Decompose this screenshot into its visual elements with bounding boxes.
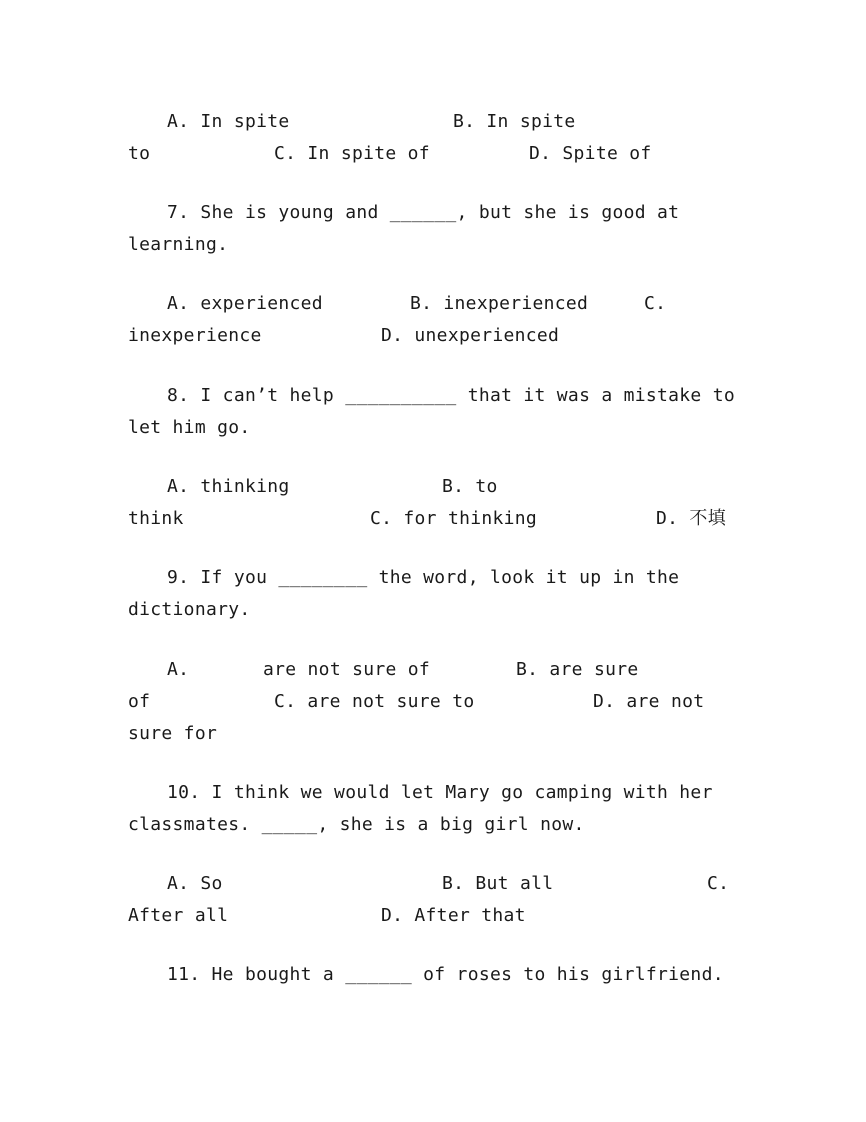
q8-option-b-continued: think bbox=[128, 508, 184, 529]
q7-option-a: A. experienced bbox=[167, 293, 323, 314]
q9-option-b-continued: of bbox=[128, 691, 151, 712]
q10-option-c: C. bbox=[707, 873, 730, 894]
q9-stem-line2: dictionary. bbox=[128, 599, 251, 620]
q8-option-d: D. 不填 bbox=[656, 508, 727, 529]
q8-option-b: B. to bbox=[442, 476, 498, 497]
q6-option-b: B. In spite bbox=[453, 111, 576, 132]
q10-stem-line2: classmates. _____, she is a big girl now. bbox=[128, 814, 585, 835]
q8-stem-line1: 8. I can’t help __________ that it was a mistake to bbox=[167, 385, 735, 406]
q7-stem-line1: 7. She is young and ______, but she is good at bbox=[167, 202, 680, 223]
q10-option-d: D. After that bbox=[381, 905, 526, 926]
q10-option-c-continued: After all bbox=[128, 905, 229, 926]
q10-stem-line1: 10. I think we would let Mary go camping with her bbox=[167, 782, 713, 803]
q6-option-a: A. In spite bbox=[167, 111, 290, 132]
q10-option-a: A. So bbox=[167, 873, 223, 894]
q9-option-a-text: are not sure of bbox=[263, 659, 431, 680]
q8-option-a: A. thinking bbox=[167, 476, 290, 497]
q9-stem-line1: 9. If you ________ the word, look it up in the bbox=[167, 567, 680, 588]
q8-stem-line2: let him go. bbox=[128, 417, 251, 438]
q6-option-c: C. In spite of bbox=[274, 143, 430, 164]
q6-option-d: D. Spite of bbox=[529, 143, 652, 164]
q7-option-d: D. unexperienced bbox=[381, 325, 560, 346]
q8-option-c: C. for thinking bbox=[370, 508, 538, 529]
q7-option-b: B. inexperienced bbox=[410, 293, 589, 314]
q9-option-d: D. are not bbox=[593, 691, 705, 712]
q6-option-b-continued: to bbox=[128, 143, 151, 164]
q10-option-b: B. But all bbox=[442, 873, 554, 894]
q7-option-c: C. bbox=[644, 293, 667, 314]
q9-option-a: A. bbox=[167, 659, 190, 680]
q9-option-c: C. are not sure to bbox=[274, 691, 475, 712]
q7-stem-line2: learning. bbox=[128, 234, 229, 255]
q7-option-c-continued: inexperience bbox=[128, 325, 262, 346]
q9-option-d-continued: sure for bbox=[128, 723, 218, 744]
q11-stem-line1: 11. He bought a ______ of roses to his girlfriend. bbox=[167, 964, 724, 985]
q9-option-b: B. are sure bbox=[516, 659, 639, 680]
